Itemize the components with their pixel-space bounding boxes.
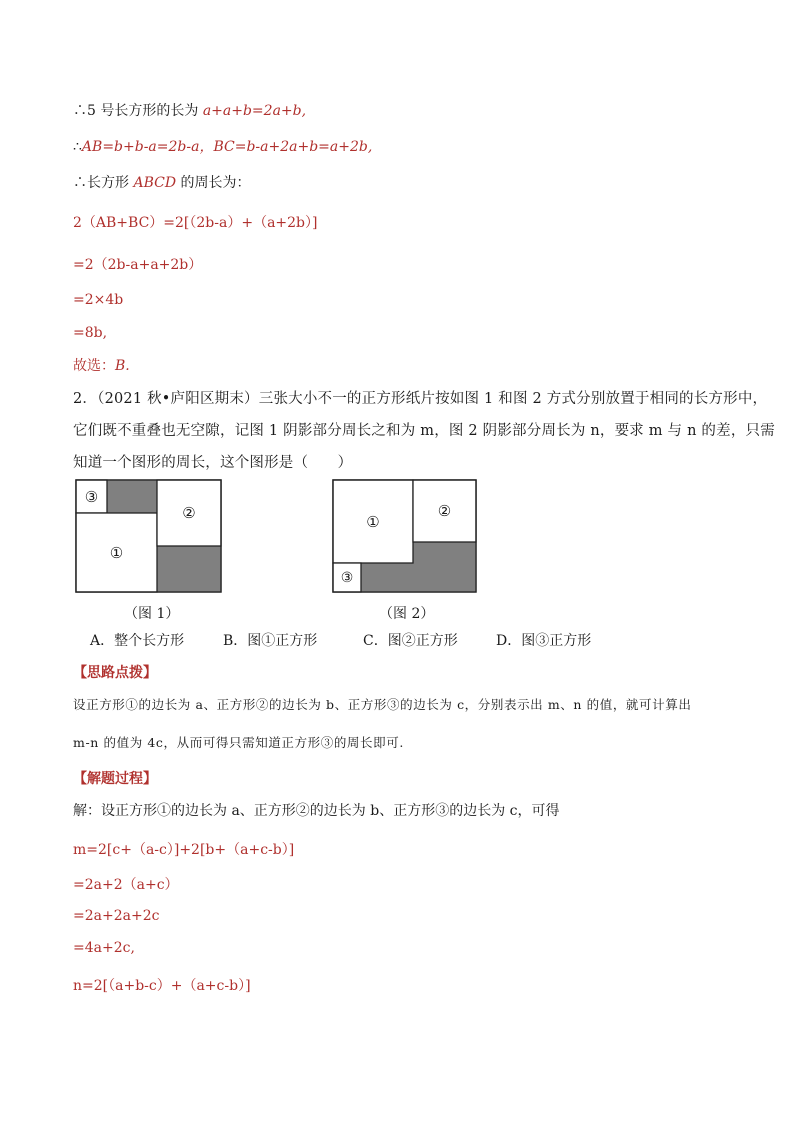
hint-header: 【思路点拨】 [73, 665, 157, 681]
solution-n-1: n=2[（a+b-c）+（a+c-b）] [73, 978, 251, 994]
option-a[interactable]: A．整个长方形 [90, 633, 185, 649]
hint-line-1: 设正方形①的边长为 a、正方形②的边长为 b、正方形③的边长为 c，分别表示出 m、n 的值，就可计算出 [73, 697, 692, 712]
question-line-3: 知道一个图形的周长，这个图形是（ ） [73, 455, 353, 471]
text: ∴长方形 [73, 175, 129, 191]
figure-1-caption: （图 1） [124, 606, 180, 622]
solution-line-8 [73, 356, 130, 376]
solution-m-3: =2a+2a+2c [73, 908, 160, 924]
square-1-label: ① [109, 543, 124, 562]
shaded-region-top [107, 480, 157, 513]
answer: B. [115, 358, 130, 374]
square-1-label: ① [366, 512, 380, 531]
solution-line-5: =2（2b-a+a+2b） [73, 257, 203, 273]
square-2-label: ② [437, 502, 452, 520]
solution-m-1: m=2[c+（a-c）]+2[b+（a+c-b）] [73, 842, 295, 858]
square-3-label: ③ [84, 487, 99, 506]
solution-m-2: =2a+2（a+c） [73, 877, 179, 893]
text: 故选： [73, 358, 115, 374]
option-b[interactable]: B．图①正方形 [223, 633, 318, 649]
option-c[interactable]: C．图②正方形 [363, 633, 458, 649]
solution-line-4: 2（AB+BC）=2[（2b-a）+（a+2b）] [73, 215, 318, 231]
text: ∴5 号长方形的长为 [73, 103, 199, 119]
text: ∴ [73, 139, 82, 155]
question-line-1: 2．（2021 秋•庐阳区期末）三张大小不一的正方形纸片按如图 1 和图 2 方式分别放置于相同的长方形中， [73, 391, 768, 407]
math-expression: AB=b+b-a=2b-a，BC=b-a+2a+b=a+2b, [81, 139, 373, 155]
solution-intro: 解：设正方形①的边长为 a、正方形②的边长为 b、正方形③的边长为 c，可得 [73, 803, 560, 819]
figure-2-caption: （图 2） [379, 606, 435, 622]
math-expression: ABCD [133, 175, 177, 191]
solution-m-4: =4a+2c, [73, 940, 135, 956]
square-2-label: ② [182, 504, 196, 522]
solution-line-2 [73, 137, 372, 157]
solution-line-3 [73, 173, 251, 193]
square-3-label: ③ [340, 569, 354, 586]
solution-header: 【解题过程】 [73, 771, 157, 787]
shaded-region-bottom-right [157, 546, 221, 592]
solution-line-6: =2×4b [73, 292, 124, 308]
hint-line-2: m-n 的值为 4c，从而可得只需知道正方形③的周长即可. [73, 735, 404, 750]
question-line-2: 它们既不重叠也无空隙，记图 1 阴影部分周长之和为 m，图 2 阴影部分周长为 n，要求 m 与 n 的差，只需 [73, 423, 775, 439]
math-expression: a+a+b=2a+b, [202, 103, 307, 119]
option-d[interactable]: D．图③正方形 [496, 633, 592, 649]
text: 的周长为： [180, 175, 251, 191]
solution-line-7: =8b, [73, 325, 108, 341]
solution-line-1 [73, 101, 306, 121]
